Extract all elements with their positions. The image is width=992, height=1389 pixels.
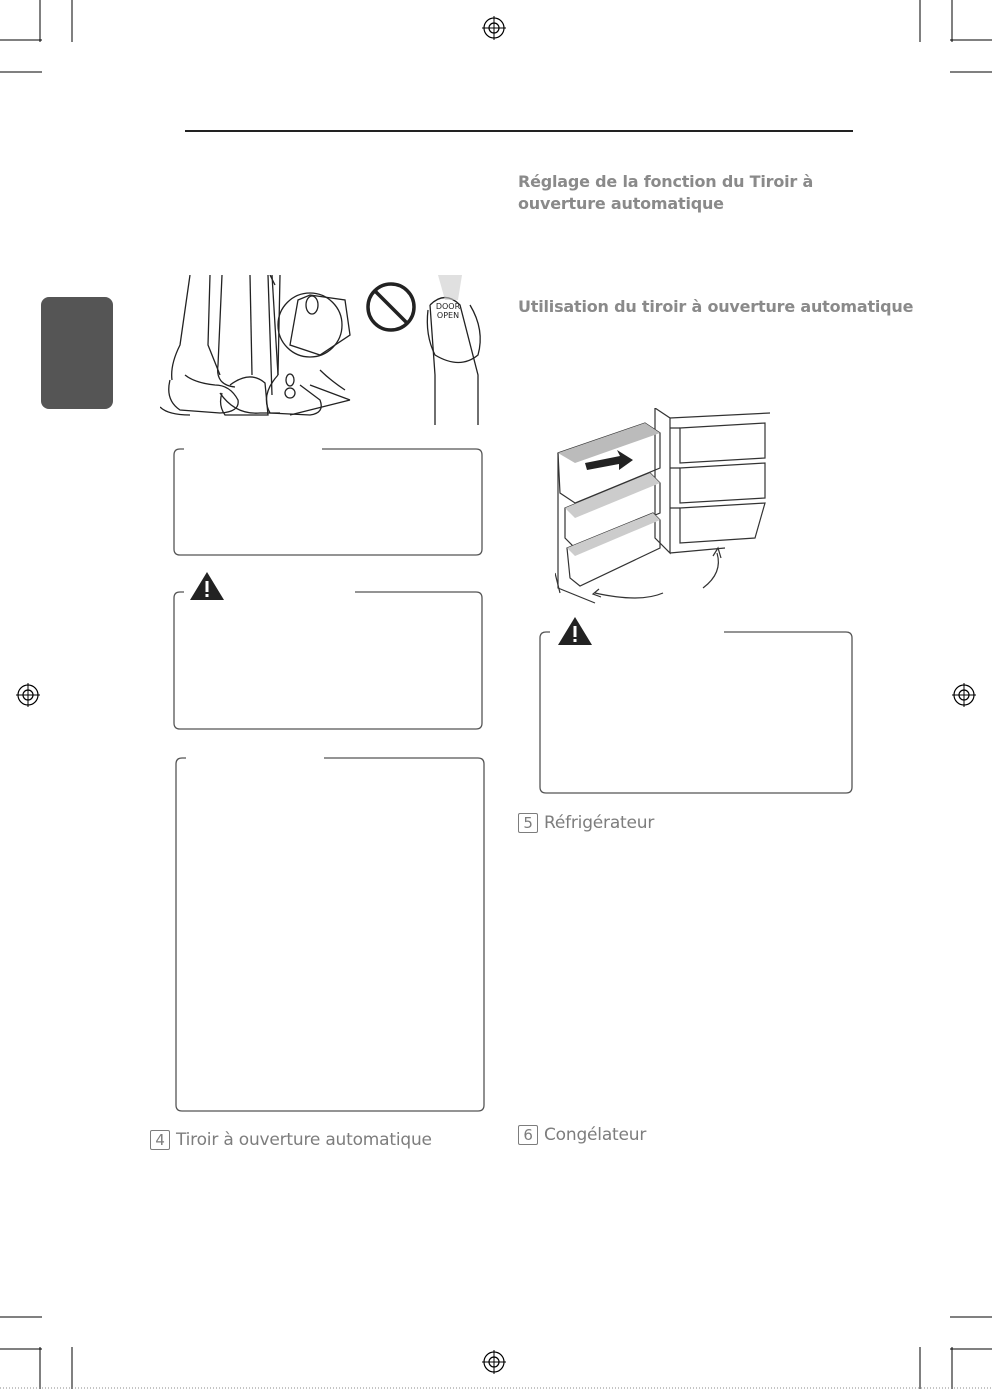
info-box [172, 755, 488, 1115]
warning-triangle-icon [558, 617, 592, 645]
prohibition-icon [368, 284, 414, 330]
section-label: Congélateur [544, 1125, 647, 1145]
foot-sensor-illustration [160, 275, 490, 425]
section-6-heading [518, 1124, 848, 1146]
warning-triangle-icon [190, 572, 224, 600]
registration-mark-icon [952, 683, 976, 707]
door-open-label-2: OPEN [436, 311, 460, 320]
chapter-tab [41, 297, 113, 409]
note-box [172, 446, 486, 560]
section-number: 5 [518, 813, 538, 833]
registration-mark-icon [16, 683, 40, 707]
section-label: Réfrigérateur [544, 813, 655, 833]
registration-mark-icon [482, 1350, 506, 1374]
header-rule [185, 130, 853, 132]
warning-box [536, 613, 856, 797]
section-label: Tiroir à ouverture automatique [176, 1130, 432, 1150]
usage-title: Utilisation du tiroir à ouverture automatique [518, 297, 914, 316]
section-number: 4 [150, 1130, 170, 1150]
warning-box [172, 570, 486, 734]
section-5-heading [518, 812, 848, 834]
section-4-heading [150, 1129, 480, 1151]
drawer-illustration [555, 408, 770, 608]
setting-title: Réglage de la fonction du Tiroir à ouverture automatique [518, 172, 814, 213]
section-number: 6 [518, 1125, 538, 1145]
registration-mark-icon [482, 16, 506, 40]
door-open-label-1: DOOR [435, 302, 461, 311]
